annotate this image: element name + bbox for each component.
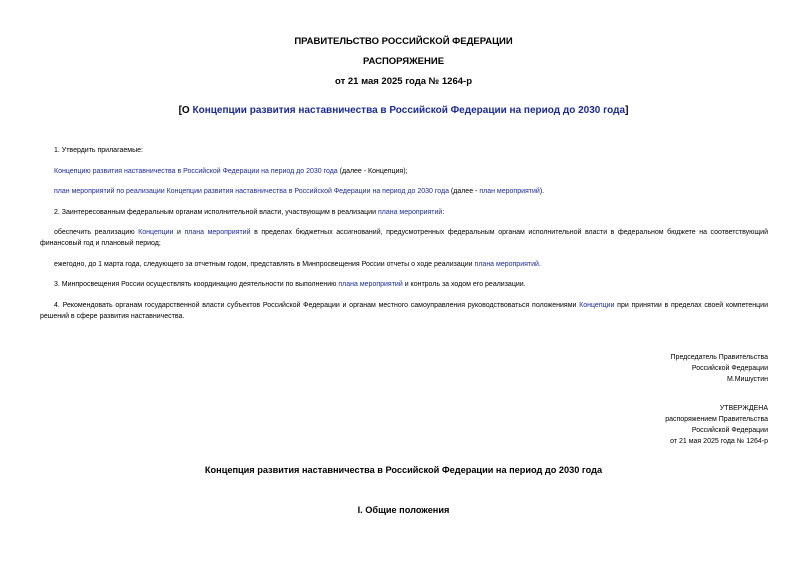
action-plan-link-p2b[interactable]: плана мероприятий [474, 261, 539, 268]
paragraph-2b: ежегодно, до 1 марта года, следующего за отчетным годом, представлять в Минпросвещения России отчеты о ходе реализации плана мероприятий. [54, 261, 541, 268]
paragraph-1a: Концепцию развития наставничества в Российской Федерации на период до 2030 года (далее - Концепция); [54, 168, 408, 175]
header-date-number: от 21 мая 2025 года № 1264-р [335, 76, 472, 87]
action-plan-link[interactable]: план мероприятий по реализации Концепции развития наставничества в Российской Федерации на период до 2030 года [54, 188, 449, 195]
paragraph-3: 3. Минпросвещения России осуществлять координацию деятельности по выполнению плана мероприятий и контроль за ходом его реализации. [54, 281, 526, 288]
header-org: ПРАВИТЕЛЬСТВО РОССИЙСКОЙ ФЕДЕРАЦИИ [294, 36, 513, 47]
concept-link[interactable]: Концепцию развития наставничества в Российской Федерации на период до 2030 года [54, 168, 338, 175]
section-title: I. Общие положения [357, 505, 450, 515]
signature-country: Российской Федерации [691, 365, 768, 372]
document-title [0, 105, 807, 116]
approval-title: УТВЕРЖДЕНА [719, 405, 768, 412]
paragraph-1: 1. Утвердить прилагаемые: [54, 147, 143, 154]
action-plan-link-p2[interactable]: плана мероприятий [377, 209, 443, 216]
action-plan-short-link[interactable]: план мероприятий [479, 188, 540, 195]
paragraph-2a: обеспечить реализацию Концепции и плана мероприятий в пределах бюджетных ассигнований, предусмотренных федеральным органам исполнительной власти в федеральном бюджете на соответствующий финансовый год и плановый период; [40, 229, 768, 247]
approval-block [665, 403, 768, 447]
concept-link-p4[interactable]: Концепции [579, 302, 615, 309]
header-doc-type: РАСПОРЯЖЕНИЕ [362, 56, 445, 67]
title-bracket-close: ] [625, 105, 629, 116]
paragraph-2: 2. Заинтересованным федеральным органам исполнительной власти, участвующим в реализации плана мероприятий: [54, 209, 445, 216]
paragraph-4: 4. Рекомендовать органам государственной власти субъектов Российской Федерации и органам местного самоуправления руководствоваться положениями Концепции при принятии в пределах своей компетенции решений в сфере развития наставничества. [40, 302, 768, 320]
approval-date: от 21 мая 2025 года № 1264-р [670, 438, 768, 445]
concept-title: Концепция развития наставничества в Российской Федерации на период до 2030 года [204, 465, 603, 475]
signature-position: Председатель Правительства [670, 354, 768, 361]
paragraph-1b: план мероприятий по реализации Концепции развития наставничества в Российской Федерации на период до 2030 года (далее - план мероприятий). [54, 188, 545, 195]
action-plan-link-p2a[interactable]: плана мероприятий [184, 229, 251, 236]
approval-country: Российской Федерации [691, 427, 768, 434]
title-link[interactable]: Концепции развития наставничества в Российской Федерации на период до 2030 года [192, 105, 626, 116]
signature-block [671, 352, 768, 385]
title-bracket-open: [О [178, 105, 193, 116]
action-plan-link-p3[interactable]: плана мероприятий [338, 281, 403, 288]
approval-by: распоряжением Правительства [665, 416, 768, 423]
signature-name: М.Мишустин [726, 376, 768, 383]
concept-link-p2a[interactable]: Концепции [138, 229, 174, 236]
